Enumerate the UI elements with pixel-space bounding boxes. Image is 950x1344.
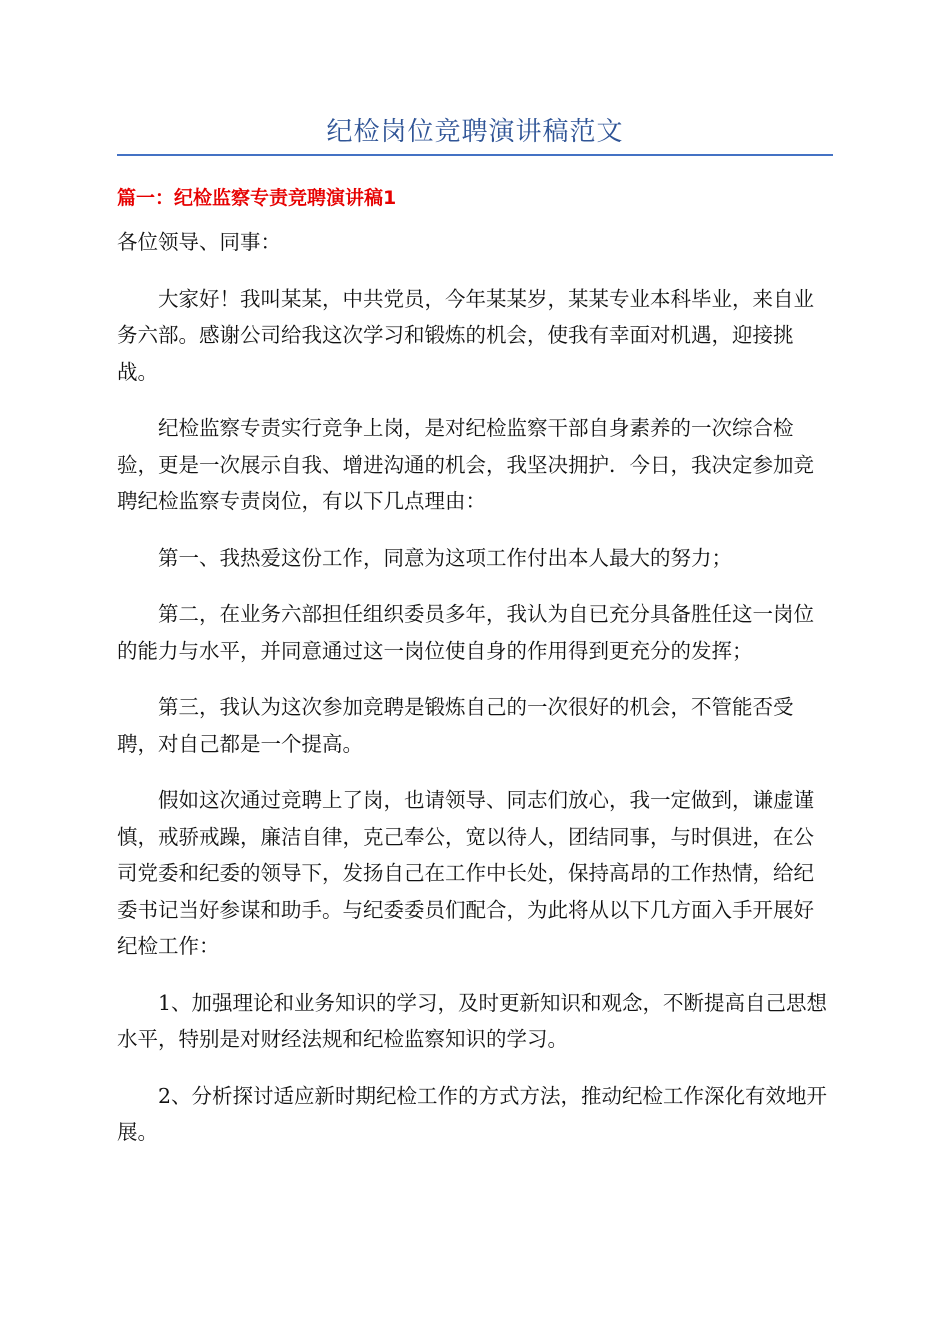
title-underline-divider — [117, 154, 833, 156]
paragraph-plan-1: 1、加强理论和业务知识的学习，及时更新知识和观念，不断提高自己思想水平，特别是对财经法规和纪检监察知识的学习。 — [117, 990, 828, 1051]
speech-body — [117, 224, 833, 1171]
paragraph-reason-2: 第二，在业务六部担任组织委员多年，我认为自已充分具备胜任这一岗位的能力与水平，并同意通过这一岗位使自身的作用得到更充分的发挥； — [117, 602, 814, 663]
paragraph-plan-2: 2、分析探讨适应新时期纪检工作的方式方法，推动纪检工作深化有效地开展。 — [117, 1083, 828, 1144]
paragraph-position-intro: 纪检监察专责实行竞争上岗，是对纪检监察干部自身素养的一次综合检验，更是一次展示自我、增进沟通的机会，我坚决拥护．今日，我决定参加竞聘纪检监察专责岗位，有以下几点理由： — [117, 416, 814, 513]
salutation: 各位领导、同事： — [117, 230, 281, 254]
paragraph-greeting: 大家好！我叫某某，中共党员，今年某某岁，某某专业本科毕业，来自业务六部。感谢公司给我这次学习和锻炼的机会，使我有幸面对机遇，迎接挑战。 — [117, 286, 814, 384]
paragraph-reason-3: 第三，我认为这次参加竞聘是锻炼自己的一次很好的机会，不管能否受聘，对自己都是一个提高。 — [117, 695, 794, 756]
document-title: 纪检岗位竞聘演讲稿范文 — [326, 117, 624, 147]
paragraph-commitment: 假如这次通过竞聘上了岗，也请领导、同志们放心，我一定做到，谦虚谨慎，戒骄戒躁，廉洁自律，克己奉公，宽以待人，团结同事，与时俱进，在公司党委和纪委的领导下，发扬自己在工作中长处，保持高昂的工作热情，给纪委书记当好参谋和助手。与纪委委员们配合，为此将从以下几方面入手开展好纪检工作： — [117, 788, 814, 958]
paragraph-reason-1: 第一、我热爱这份工作，同意为这项工作付出本人最大的努力； — [158, 545, 732, 570]
section-heading: 篇一：纪检监察专责竞聘演讲稿1 — [117, 187, 397, 209]
